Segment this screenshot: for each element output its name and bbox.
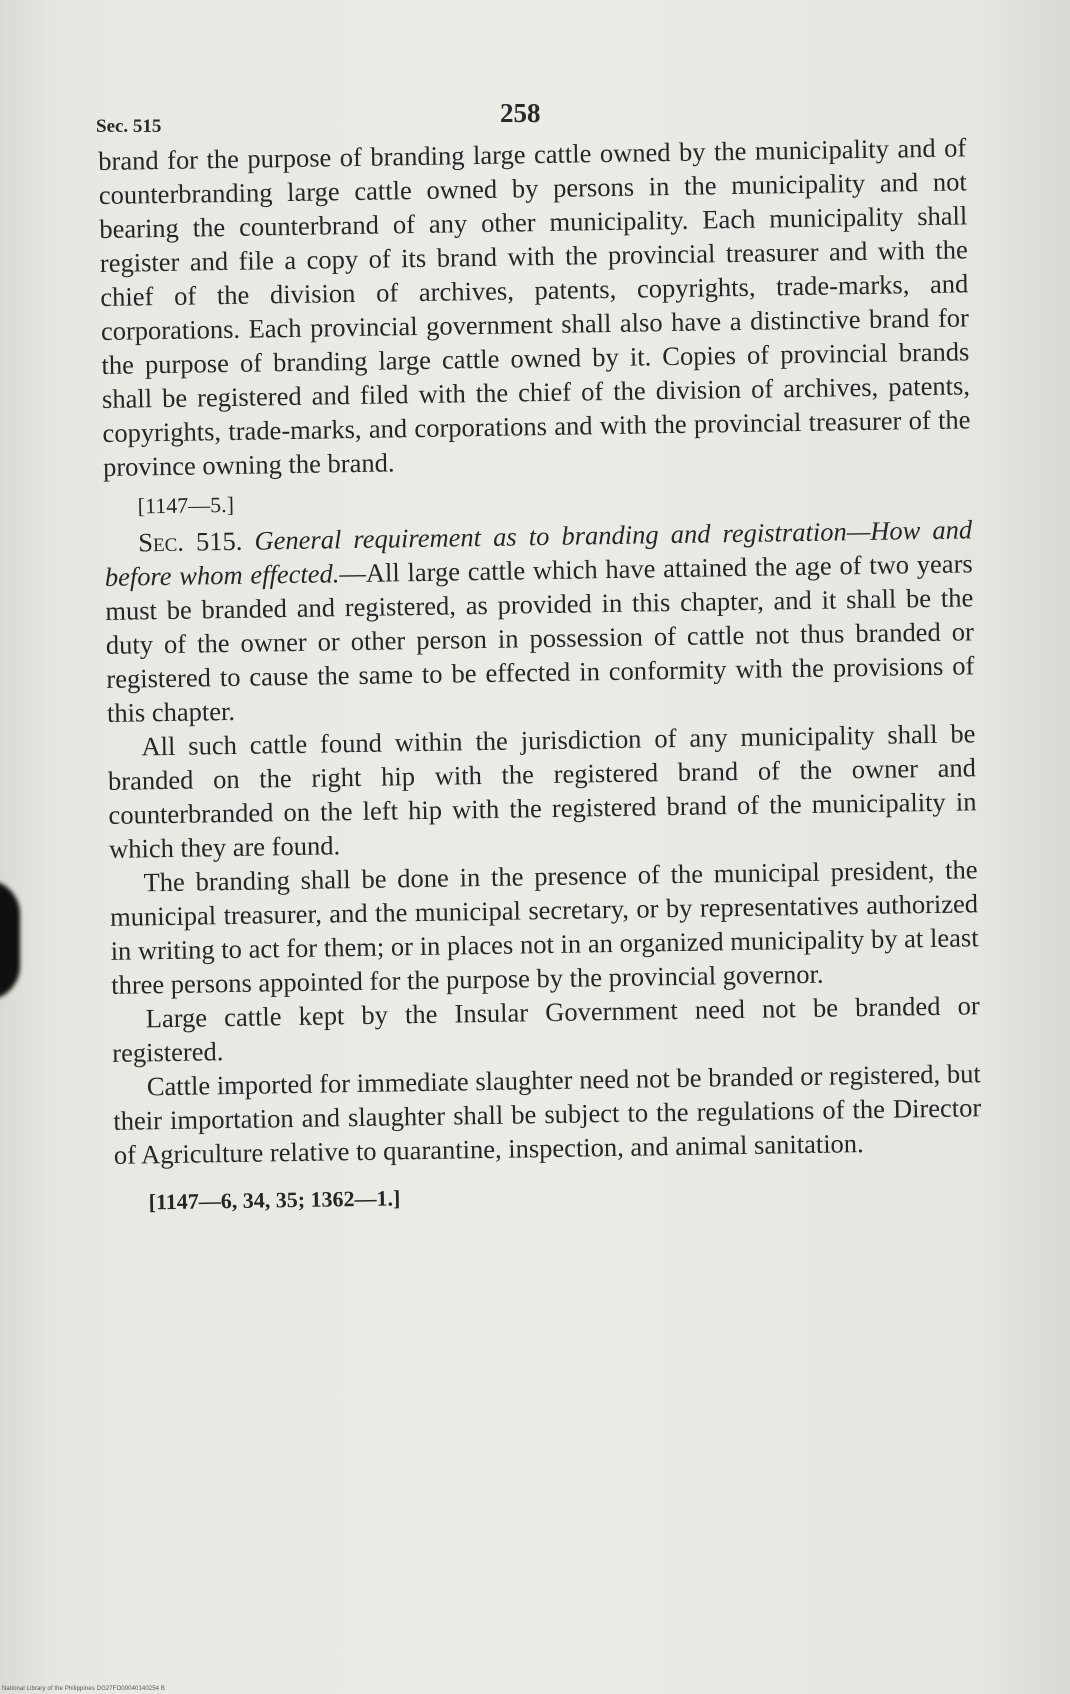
paragraph: Large cattle kept by the Insular Government need not be branded or registered. [112,990,980,1068]
section-reference: Sec. 515 [96,116,162,137]
section-text: —All large cattle which have attained the age of two years must be branded and registered, as provided in this chapter, and it shall be the duty of the owner or other person in possession of cattle not thus branded or registered to cause the same to be effected in conformity with the provisions of this chapter. [105,548,975,728]
section-label: Sec. 515. [138,525,243,558]
citation: [1147—5.] [137,491,235,519]
page-number: 258 [500,98,541,128]
paragraph-continuation: brand for the purpose of branding large cattle owned by the municipality and of counterbranding large cattle owned by persons in the municipality and not bearing the counterbrand of any other municipality. Each municipality shall register and file a copy of its brand with the provincial treasurer and with the chief of the division of archives, patents, copyrights, trade-marks, and corporations. Each provincial government shall also have a distinctive brand for the purpose of branding large cattle owned by it. Copies of provincial brands shall be registered and filed with the chief of the division of archives, patents, copyrights, trade-marks, and corporations and with the provincial treasurer of the province owning the brand. [98,132,971,482]
paragraph: Cattle imported for immediate slaughter need not be branded or registered, but their importation and slaughter shall be subject to the regulations of the Director of Agriculture relative to quarantine, inspection, and animal sanitation. [113,1058,982,1170]
section-paragraph [104,512,975,730]
scan-footer-tag: National Library of the Philippines DG27FO00040140254 B [2,1686,165,1692]
paragraph: All such cattle found within the jurisdiction of any municipality shall be branded on the right hip with the registered brand of the owner and counterbranded on the left hip with the registered brand of the municipality in which they are found. [107,718,977,864]
citation: [1147—6, 34, 35; 1362—1.] [148,1185,401,1215]
section-title: General requirement as to branding and registration—How and before whom effected. [104,514,973,592]
binding-shadow [0,880,20,1000]
body-text [98,130,983,1222]
paragraph: The branding shall be done in the presence of the municipal president, the municipal treasurer, and the municipal secretary, or by representatives authorized in writing to act for them; or in places not in an organized municipality by at least three persons appointed for the purpose by the provincial governor. [109,854,979,1000]
